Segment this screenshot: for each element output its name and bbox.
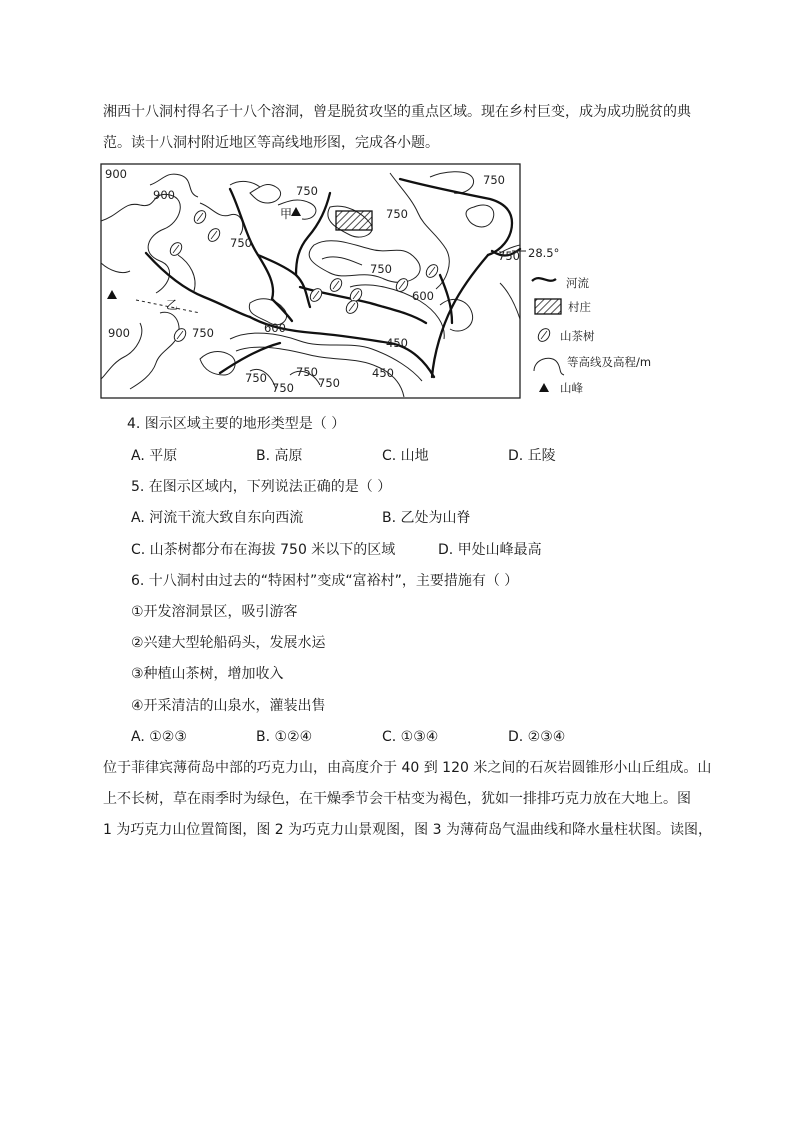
q4-option-b: B. 高原 — [256, 448, 303, 464]
contour-label: 750 — [272, 381, 294, 395]
contour-label: 900 — [108, 326, 130, 340]
contour-map-figure — [100, 163, 672, 403]
village-symbol — [336, 211, 372, 230]
intro-line-2: 范。读十八洞村附近地区等高线地形图，完成各小题。 — [103, 135, 439, 151]
point-jia-label: 甲 — [280, 207, 293, 221]
q6-statement-2: ②兴建大型轮船码头，发展水运 — [131, 635, 326, 651]
point-yi-label: 乙 — [166, 298, 179, 312]
legend-river-icon — [532, 278, 556, 281]
legend-village-label: 村庄 — [568, 300, 591, 314]
q4-option-a: A. 平原 — [131, 448, 178, 464]
q6-statement-1: ①开发溶洞景区，吸引游客 — [131, 604, 298, 620]
contour-label: 750 — [386, 207, 408, 221]
legend-river-label: 河流 — [566, 276, 589, 290]
legend-tea-icon — [536, 326, 552, 343]
legend-village-icon — [535, 299, 561, 314]
intro-line-1: 湘西十八洞村得名子十八个溶洞，曾是脱贫攻坚的重点区域。现在乡村巨变，成为成功脱贫的典 — [103, 104, 691, 120]
legend-contour-label: 等高线及高程/m — [567, 355, 652, 369]
contour-label: 750 — [370, 262, 392, 276]
q6-option-a: A. ①②③ — [131, 729, 187, 745]
latitude-label: 28.5° — [528, 246, 560, 260]
legend-peak-icon — [539, 383, 549, 392]
contour-label: 900 — [105, 167, 127, 181]
contour-label: 450 — [386, 336, 408, 350]
contour-label: 750 — [192, 326, 214, 340]
contour-label: 450 — [372, 366, 394, 380]
q5-option-c: C. 山茶树都分布在海拔 750 米以下的区域 — [131, 542, 396, 558]
legend-contour-icon — [534, 358, 564, 375]
contour-label: 750 — [483, 173, 505, 187]
q4-option-c: C. 山地 — [382, 448, 429, 464]
q4-stem: 4. 图示区域主要的地形类型是（ ） — [127, 416, 346, 432]
intro2-line-2: 上不长树，草在雨季时为绿色，在干燥季节会干枯变为褐色，犹如一排排巧克力放在大地上。图 — [103, 791, 691, 807]
contour-label: 750 — [296, 184, 318, 198]
contour-label: 750 — [296, 365, 318, 379]
q6-statement-3: ③种植山茶树，增加收入 — [131, 666, 284, 682]
contour-label: 750 — [230, 236, 252, 250]
q5-option-b: B. 乙处为山脊 — [382, 510, 471, 526]
q5-stem: 5. 在图示区域内，下列说法正确的是（ ） — [131, 479, 392, 495]
q6-option-d: D. ②③④ — [508, 729, 566, 745]
intro2-line-3: 1 为巧克力山位置简图，图 2 为巧克力山景观图，图 3 为薄荷岛气温曲线和降水量柱状图。读图， — [103, 822, 712, 838]
contour-label: 750 — [498, 249, 520, 263]
contour-label: 600 — [264, 321, 286, 335]
q5-option-d: D. 甲处山峰最高 — [438, 542, 542, 558]
q6-stem: 6. 十八洞村由过去的“特困村”变成“富裕村”，主要措施有（ ） — [131, 573, 519, 589]
q6-option-b: B. ①②④ — [256, 729, 313, 745]
contour-label: 750 — [245, 371, 267, 385]
q5-option-a: A. 河流干流大致自东向西流 — [131, 510, 304, 526]
legend-tea-label: 山茶树 — [560, 329, 595, 343]
contour-label: 900 — [153, 188, 175, 202]
legend-peak-label: 山峰 — [560, 381, 583, 395]
intro2-line-1: 位于菲律宾薄荷岛中部的巧克力山，由高度介于 40 到 120 米之间的石灰岩圆锥形小山丘组成。山 — [103, 760, 712, 776]
q6-statement-4: ④开采清洁的山泉水，灌装出售 — [131, 698, 326, 714]
q6-option-c: C. ①③④ — [382, 729, 439, 745]
contour-label: 750 — [318, 376, 340, 390]
legend — [532, 276, 651, 395]
contour-map — [100, 163, 672, 403]
contour-label: 600 — [412, 289, 434, 303]
q4-option-d: D. 丘陵 — [508, 448, 556, 464]
